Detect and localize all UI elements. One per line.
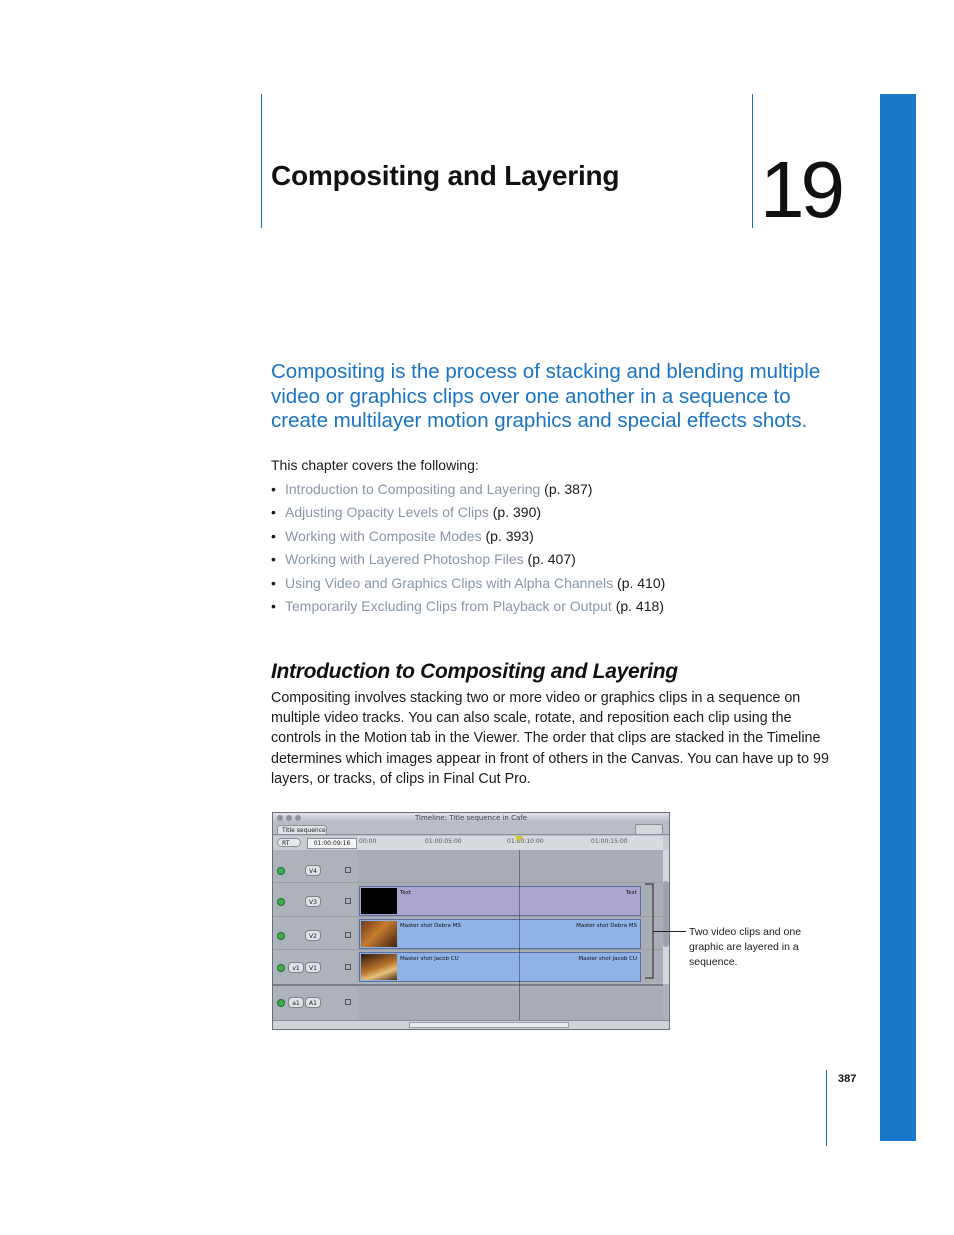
caption-bracket-icon (644, 883, 656, 979)
clip-label: Master shot Debra MS (576, 923, 637, 929)
track-visibility-icon (277, 898, 285, 906)
playhead-marker (515, 836, 523, 842)
toc-link[interactable]: Using Video and Graphics Clips with Alpha Channels (285, 574, 614, 591)
track-label-v1: V1 (305, 962, 321, 973)
track-lock-icon (345, 898, 351, 904)
clip-label: Master shot Jacob CU (578, 956, 637, 962)
toc-link[interactable]: Adjusting Opacity Levels of Clips (285, 504, 489, 521)
toc-item (271, 595, 665, 618)
ruler-tick: 01:00:10:00 (507, 838, 544, 845)
figure-caption: Two video clips and one graphic are layered in a sequence. (689, 926, 802, 968)
clip-label: Master shot Debra MS (400, 923, 461, 929)
rt-button: RT (277, 838, 301, 847)
track-lock-icon (345, 999, 351, 1005)
toc-label: This chapter covers the following: (271, 457, 479, 473)
caption-leader-line (653, 931, 686, 932)
intro-blurb: Compositing is the process of stacking and blending multiple video or graphics clips over one another in a sequence to create multilayer motion graphics and special effects shots. (271, 360, 821, 432)
clip-thumbnail (361, 954, 397, 980)
horizontal-scrollbar (409, 1022, 569, 1028)
toc-page: (p. 410) (617, 574, 666, 591)
toc-page: (p. 387) (544, 481, 593, 497)
toc-link[interactable]: Working with Composite Modes (285, 527, 482, 544)
ruler-tick: 00:00 (359, 838, 377, 845)
clip-label: Text (625, 890, 637, 896)
title-rule-left (261, 94, 262, 228)
bullet: • (271, 481, 276, 497)
toc-list (271, 478, 665, 618)
clip-label: Master shot Jacob CU (400, 956, 459, 962)
chapter-side-tab (880, 94, 916, 1141)
clip-label: Text (400, 890, 412, 896)
section-heading: Introduction to Compositing and Layering (271, 660, 678, 683)
timeline-screenshot (272, 812, 670, 1030)
track-divider (273, 949, 663, 950)
track-visibility-icon (277, 964, 285, 972)
toc-item (271, 525, 665, 548)
track-divider (273, 984, 663, 986)
chapter-title: Compositing and Layering (271, 160, 620, 191)
clip-thumbnail (361, 921, 397, 947)
vertical-scroll-thumb (663, 881, 669, 947)
chapter-number: 19 (760, 145, 841, 234)
source-track-a1: a1 (288, 997, 304, 1008)
track-divider (273, 882, 663, 883)
audio-track-enable-icon (277, 999, 285, 1007)
toc-link[interactable]: Temporarily Excluding Clips from Playback or Output (285, 597, 612, 614)
bullet: • (271, 527, 276, 544)
toc-item (271, 548, 665, 571)
bullet: • (271, 574, 276, 591)
toc-item (271, 478, 665, 501)
toc-page: (p. 407) (527, 551, 576, 568)
track-visibility-icon (277, 867, 285, 875)
source-track-v1: v1 (288, 962, 304, 973)
track-label-v4: V4 (305, 865, 321, 876)
toc-link[interactable]: Introduction to Compositing and Layering (285, 481, 541, 497)
clip-thumbnail (361, 888, 397, 914)
toc-page: (p. 393) (485, 527, 534, 544)
track-label-v3: V3 (305, 896, 321, 907)
title-rule-right (752, 94, 753, 228)
bullet: • (271, 597, 276, 614)
track-lock-icon (345, 867, 351, 873)
current-timecode: 01:00:09:16 (307, 838, 357, 849)
toc-page: (p. 390) (492, 504, 542, 521)
text-graphic-clip (359, 886, 641, 916)
track-area (273, 850, 669, 1022)
track-label-v2: V2 (305, 930, 321, 941)
track-divider (273, 916, 663, 917)
toc-item (271, 572, 665, 595)
tab-divider (273, 834, 669, 835)
track-label-a1: A1 (305, 997, 321, 1008)
toc-link[interactable]: Working with Layered Photoshop Files (285, 551, 524, 568)
jacob-video-clip (359, 952, 641, 982)
debra-video-clip (359, 919, 641, 949)
page-number-rule (826, 1070, 827, 1146)
toc-page: (p. 418) (615, 597, 664, 614)
timeline-titlebar (273, 813, 669, 823)
page-number: 387 (838, 1073, 857, 1085)
audio-track-area (357, 988, 663, 1022)
sequence-tab: Title sequence (277, 825, 327, 835)
playhead-line (519, 850, 520, 1022)
bullet: • (271, 504, 276, 521)
ruler-tick: 01:00:15:00 (591, 838, 628, 845)
track-lock-icon (345, 964, 351, 970)
time-ruler (357, 836, 663, 850)
timeline-window-title: Timeline: Title sequence in Cafe (414, 814, 528, 822)
bullet: • (271, 551, 276, 568)
section-body: Compositing involves stacking two or more video or graphics clips in a sequence on multiple video tracks. You can also scale, rotate, and reposition each clip using the controls in the Motion tab in the Viewer. The order that clips are stacked in the Timeline determines which images appear in front of others in the Canvas. You can have up to 99 layers, or tracks, of clips in Final Cut Pro. (271, 690, 829, 787)
track-visibility-icon (277, 932, 285, 940)
track-lock-icon (345, 932, 351, 938)
toc-item (271, 501, 665, 524)
ruler-tick: 01:00:05:00 (425, 838, 462, 845)
